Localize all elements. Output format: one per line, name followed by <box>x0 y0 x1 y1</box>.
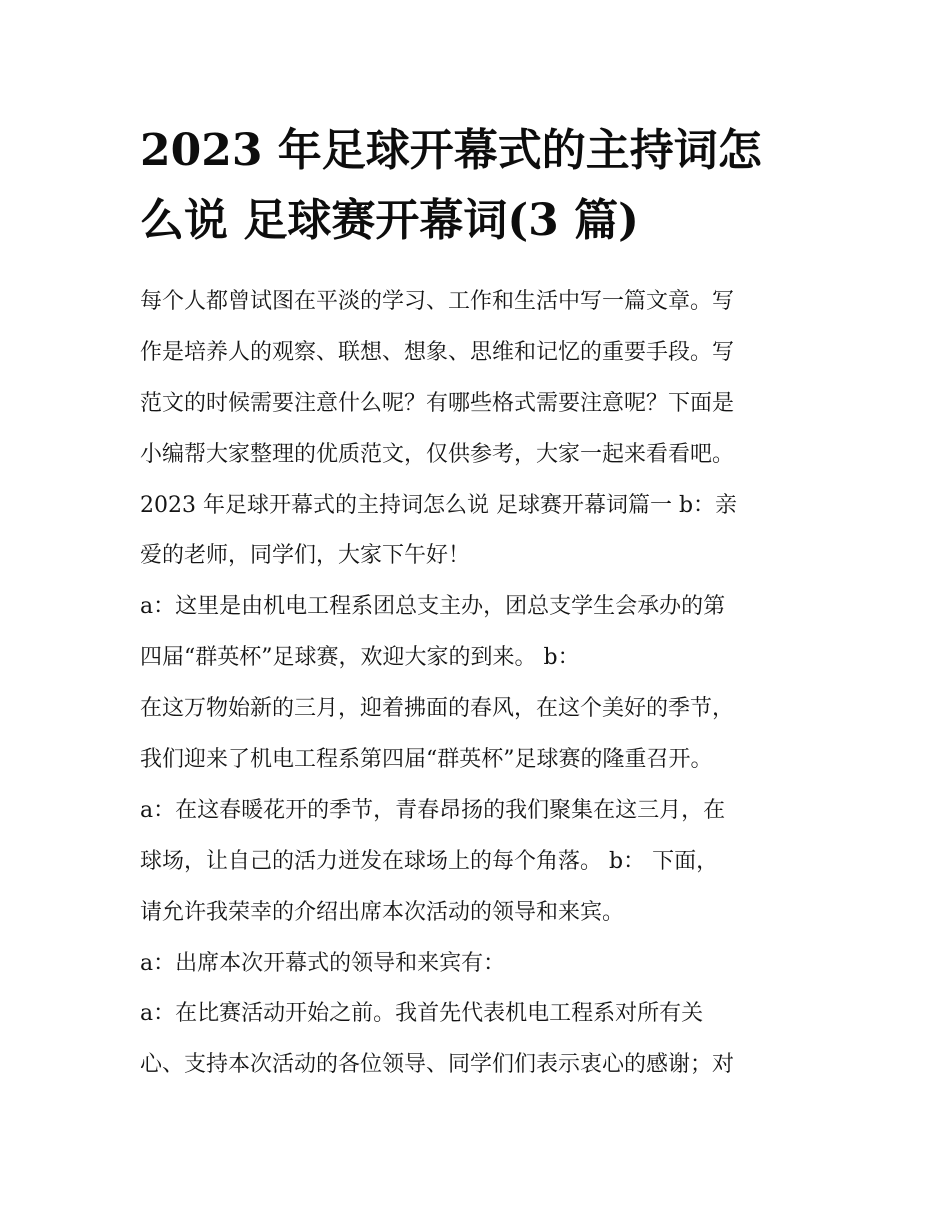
body-line: 每个人都曾试图在平淡的学习、工作和生活中写一篇文章。写 <box>140 289 735 314</box>
document-title <box>140 116 830 256</box>
body-line: 在这万物始新的三月，迎着拂面的春风，在这个美好的季节， <box>140 696 735 722</box>
body-line: 心、支持本次活动的各位领导、同学们们表示衷心的感谢；对 <box>140 1052 735 1078</box>
title-line-2: 么说 足球赛开幕词(3 篇) <box>140 195 639 246</box>
body-line: 请允许我荣幸的介绍出席本次活动的领导和来宾。 <box>140 899 625 925</box>
body-line: 2023 年足球开幕式的主持词怎么说 足球赛开幕词篇一 b：亲 <box>140 492 738 518</box>
document-body <box>140 280 830 1094</box>
body-line: a：在比赛活动开始之前。我首先代表机电工程系对所有关 <box>140 1001 704 1027</box>
body-line: 作是培养人的观察、联想、想象、思维和记忆的重要手段。写 <box>140 339 735 365</box>
body-line: 球场，让自己的活力迸发在球场上的每个角落。 b： 下面， <box>140 848 719 874</box>
body-line: a：出席本次开幕式的领导和来宾有： <box>140 950 506 976</box>
body-line: 范文的时候需要注意什么呢？有哪些格式需要注意呢？下面是 <box>140 390 735 416</box>
body-line: a：这里是由机电工程系团总支主办，团总支学生会承办的第 <box>140 594 726 620</box>
body-line: a：在这春暖花开的季节，青春昂扬的我们聚集在这三月，在 <box>140 797 726 823</box>
title-line-1: 2023 年足球开幕式的主持词怎 <box>140 125 762 176</box>
body-line: 爱的老师，同学们，大家下午好！ <box>140 543 471 569</box>
body-line: 我们迎来了机电工程系第四届“群英杯”足球赛的隆重召开。 <box>140 747 713 773</box>
body-line: 小编帮大家整理的优质范文，仅供参考，大家一起来看看吧。 <box>140 441 735 467</box>
body-line: 四届“群英杯”足球赛，欢迎大家的到来。 b： <box>140 645 580 671</box>
